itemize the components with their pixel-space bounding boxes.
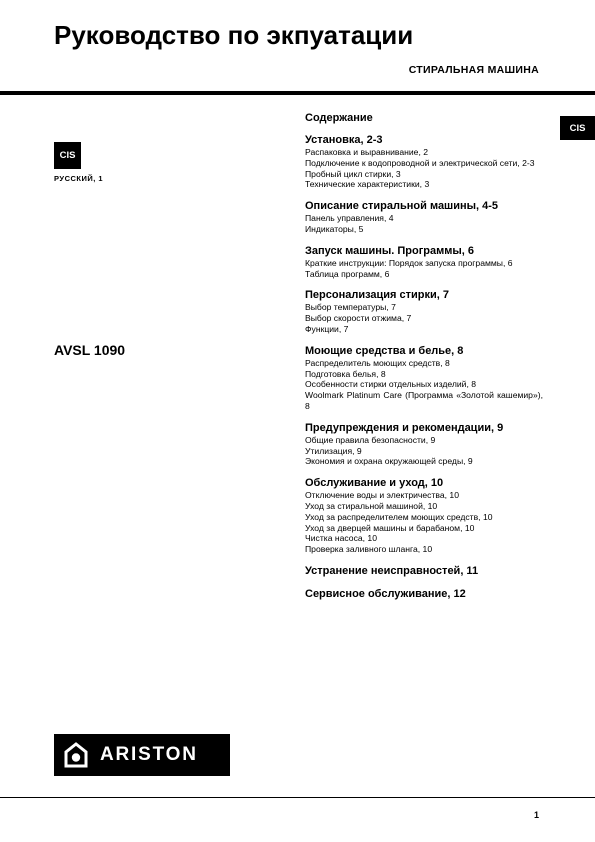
table-of-contents [305,112,543,610]
toc-section [305,344,543,412]
logo-text: ARISTON [100,744,198,765]
ariston-logo [54,734,230,776]
toc-item: Утилизация, 9 [305,445,362,456]
ariston-house-icon [63,741,89,769]
toc-item: Общие правила безопасности, 9 [305,434,436,445]
top-rule [0,91,595,95]
side-tab-cis: CIS [560,116,595,140]
toc-item: Таблица программ, 6 [305,268,390,279]
toc-item: Пробный цикл стирки, 3 [305,168,401,179]
toc-section-title: Предупреждения и рекомендации, 9 [305,421,504,434]
page-title: Руководство по экпуатации [54,20,414,50]
toc-section [305,564,543,578]
toc-heading: Содержание [305,112,373,124]
language-label: РУССКИЙ, 1 [54,174,104,183]
toc-section [305,133,543,190]
toc-section [305,476,543,555]
toc-item: Уход за стиральной машиной, 10 [305,500,438,511]
toc-item: Индикаторы, 5 [305,223,364,234]
toc-item: Уход за дверцей машины и барабаном, 10 [305,522,475,533]
toc-section-title: Установка, 2-3 [305,134,383,146]
toc-item: Уход за распределителем моющих средств, 10 [305,511,493,522]
toc-item: Проверка заливного шланга, 10 [305,544,433,555]
toc-section [305,587,543,601]
toc-section [305,421,543,467]
toc-section [305,199,543,235]
bottom-rule [0,797,595,798]
toc-section-title: Персонализация стирки, 7 [305,289,450,302]
toc-item: Экономия и охрана окружающей среды, 9 [305,456,473,467]
toc-item: Распаковка и выравнивание, 2 [305,147,429,157]
toc-section-title: Обслуживание и уход, 10 [305,477,444,490]
toc-item: Технические характеристики, 3 [305,179,430,190]
toc-section-title: Устранение неисправностей, 11 [305,564,479,577]
toc-section [305,244,543,280]
toc-item: Функции, 7 [305,323,349,334]
toc-item: Отключение воды и электричества, 10 [305,490,459,501]
toc-item: Woolmark Platinum Care (Программа «Золотой кашемир»), 8 [305,390,543,411]
toc-item: Краткие инструкции: Порядок запуска программы, 6 [305,257,513,268]
toc-section-title: Сервисное обслуживание, 12 [305,587,466,600]
toc-item: Подготовка белья, 8 [305,368,386,379]
toc-item: Распределитель моющих средств, 8 [305,357,450,368]
page-number: 1 [534,810,540,820]
toc-section [305,288,543,334]
model-name: AVSL 1090 [54,342,126,358]
page-subtitle: СТИРАЛЬНАЯ МАШИНА [408,64,539,76]
toc-section-title: Моющие средства и белье, 8 [305,344,464,357]
toc-item: Выбор скорости отжима, 7 [305,313,412,324]
toc-item: Панель управления, 4 [305,213,394,224]
toc-section-title: Запуск машины. Программы, 6 [305,244,475,257]
cis-badge: CIS [54,142,81,169]
toc-section-title: Описание стиральной машины, 4-5 [305,200,499,213]
toc-sections [305,133,543,601]
toc-item: Выбор температуры, 7 [305,302,396,313]
toc-item: Чистка насоса, 10 [305,533,377,544]
toc-item: Особенности стирки отдельных изделий, 8 [305,379,476,390]
toc-item: Подключение к водопроводной и электрической сети, 2-3 [305,157,535,168]
